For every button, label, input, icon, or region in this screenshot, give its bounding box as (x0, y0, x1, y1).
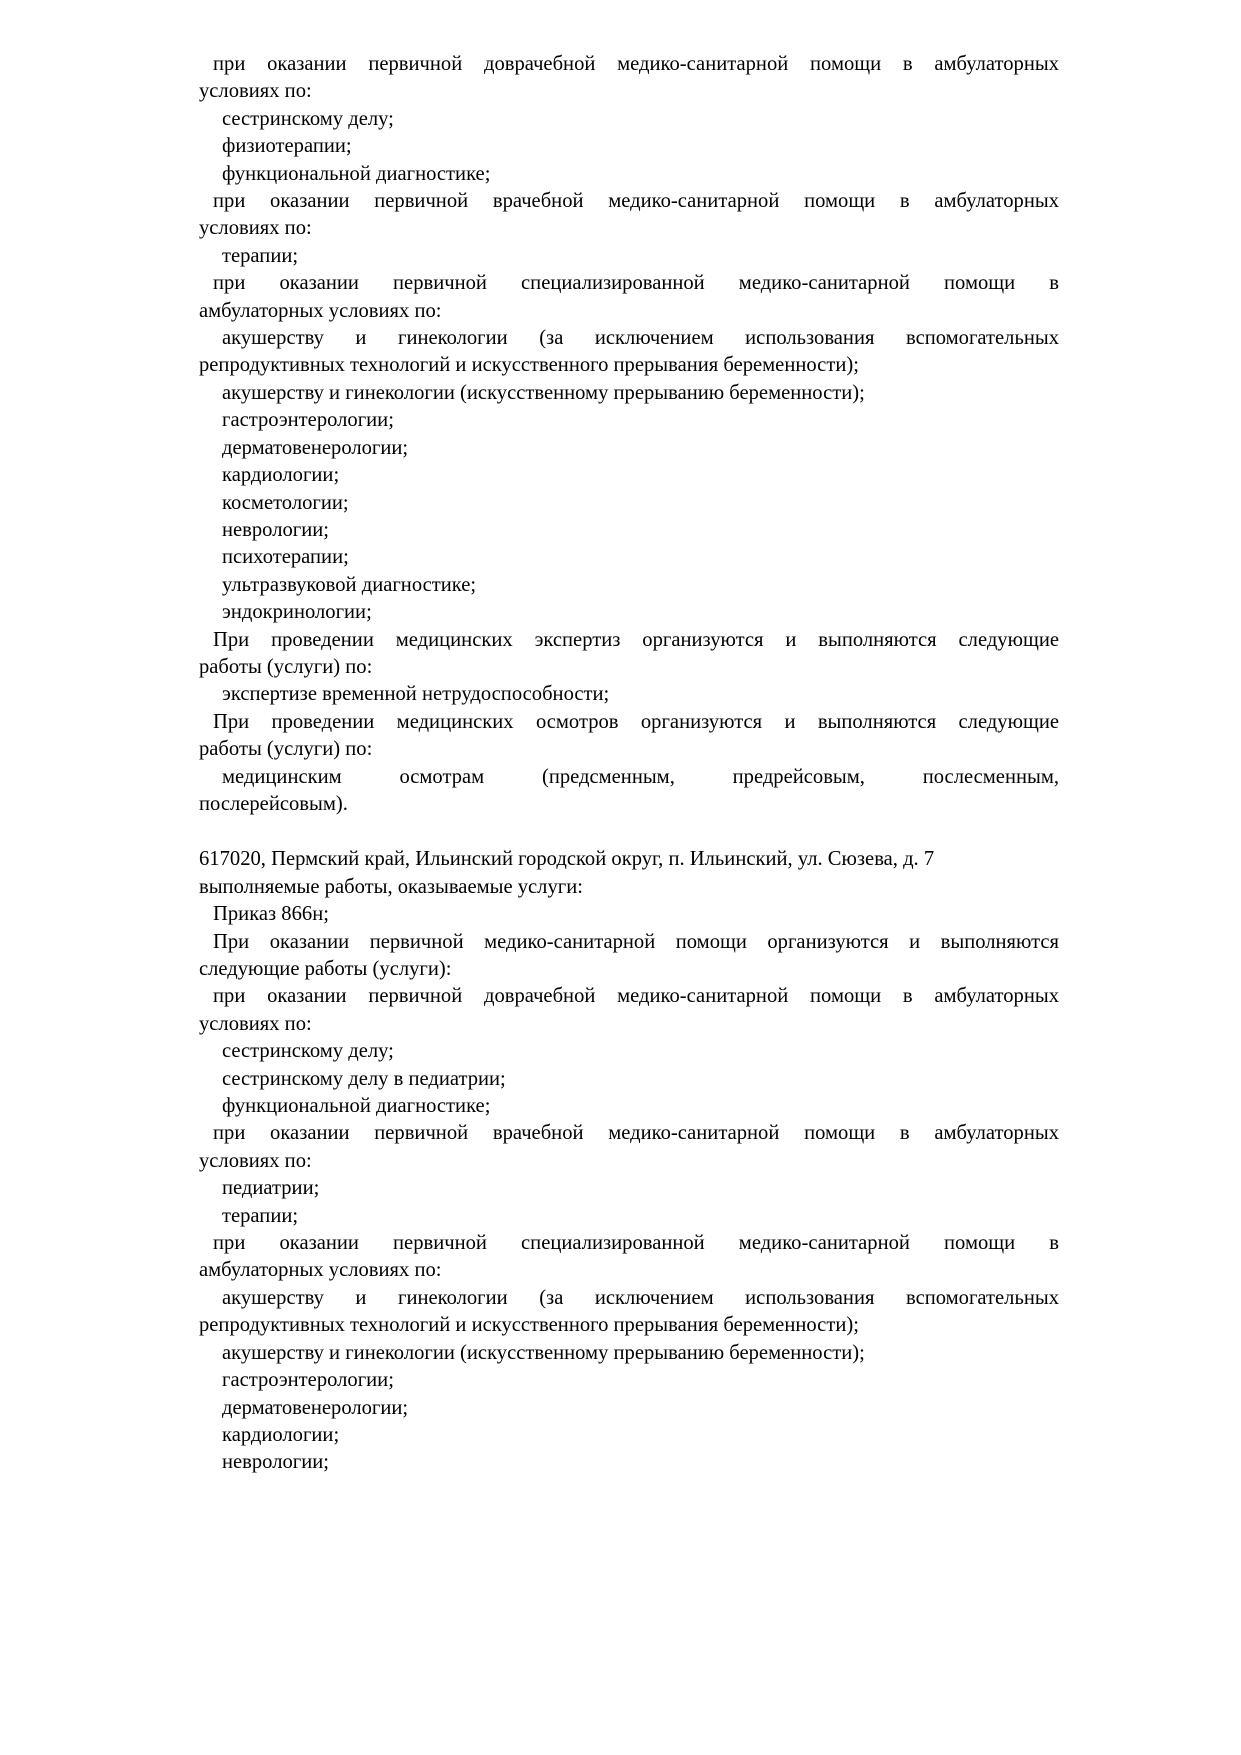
text-line: педиатрии; (222, 1177, 320, 1200)
text-line: ультразвуковой диагностике; (222, 573, 477, 596)
text-line: при оказании первичной врачебной медико-санитарной помощи в амбулаторных (213, 190, 1059, 213)
text-line: работы (услуги) по: (199, 655, 373, 678)
text-line: терапии; (222, 244, 299, 267)
text-line: акушерству и гинекологии (за исключением использования вспомогательных (222, 1286, 1059, 1309)
text-line: косметологии; (222, 491, 349, 514)
text-line: При проведении медицинских экспертиз организуются и выполняются следующие (213, 628, 1059, 651)
text-line: кардиологии; (222, 1423, 340, 1446)
text-line: физиотерапии; (222, 135, 352, 158)
text-line: функциональной диагностике; (222, 162, 491, 185)
text-line: условиях по: (199, 217, 312, 240)
text-line: сестринскому делу в педиатрии; (222, 1067, 506, 1090)
text-line: При проведении медицинских осмотров организуются и выполняются следующие (213, 710, 1059, 733)
text-line: амбулаторных условиях по: (199, 1259, 442, 1282)
text-line: функциональной диагностике; (222, 1095, 491, 1118)
text-line: условиях по: (199, 1012, 312, 1035)
text-line: дерматовенерологии; (222, 436, 409, 459)
text-line: неврологии; (222, 1451, 329, 1474)
text-line: работы (услуги) по: (199, 738, 373, 761)
text-line: акушерству и гинекологии (искусственному прерыванию беременности); (222, 381, 865, 404)
text-line: следующие работы (услуги): (199, 958, 452, 980)
text-line: гастроэнтерологии; (222, 409, 394, 432)
text-line: при оказании первичной врачебной медико-санитарной помощи в амбулаторных (213, 1122, 1059, 1145)
text-line: 617020, Пермский край, Ильинский городской округ, п. Ильинский, ул. Сюзева, д. 7 (199, 848, 935, 871)
text-line: амбулаторных условиях по: (199, 299, 442, 322)
text-line: медицинским осмотрам (предсменным, предрейсовым, послесменным, (222, 765, 1059, 788)
text-line: при оказании первичной специализированной медико-санитарной помощи в (213, 272, 1059, 295)
text-line: гастроэнтерологии; (222, 1369, 394, 1392)
text-line: послерейсовым). (199, 792, 348, 815)
text-line: условиях по: (199, 1149, 312, 1172)
text-line: сестринскому делу; (222, 107, 394, 130)
text-line: кардиологии; (222, 464, 340, 487)
text-line: акушерству и гинекологии (за исключением использования вспомогательных (222, 327, 1059, 350)
license-text-block (199, 51, 1059, 1477)
text-line: эндокринологии; (222, 601, 372, 624)
text-line: репродуктивных технологий и искусственного прерывания беременности); (199, 1314, 859, 1337)
text-line: условиях по: (199, 80, 312, 103)
text-line: репродуктивных технологий и искусственного прерывания беременности); (199, 354, 859, 377)
license-works-section-1 (199, 51, 1059, 818)
text-line: при оказании первичной доврачебной медико-санитарной помощи в амбулаторных (213, 985, 1059, 1008)
text-line: Приказ 866н; (213, 903, 329, 926)
text-line: терапии; (222, 1204, 299, 1227)
text-line: сестринскому делу; (222, 1040, 394, 1063)
text-line: при оказании первичной доврачебной медико-санитарной помощи в амбулаторных (213, 53, 1059, 75)
text-line: психотерапии; (222, 546, 349, 569)
text-line: экспертизе временной нетрудоспособности; (222, 683, 610, 706)
text-line: дерматовенерологии; (222, 1396, 409, 1419)
text-line: при оказании первичной специализированной медико-санитарной помощи в (213, 1232, 1059, 1255)
text-line: выполняемые работы, оказываемые услуги: (199, 875, 583, 898)
text-line: акушерству и гинекологии (искусственному прерыванию беременности); (222, 1341, 865, 1364)
text-line: При оказании первичной медико-санитарной помощи организуются и выполняются (213, 930, 1059, 953)
license-works-section-2 (199, 846, 1059, 1476)
text-line: неврологии; (222, 518, 329, 541)
